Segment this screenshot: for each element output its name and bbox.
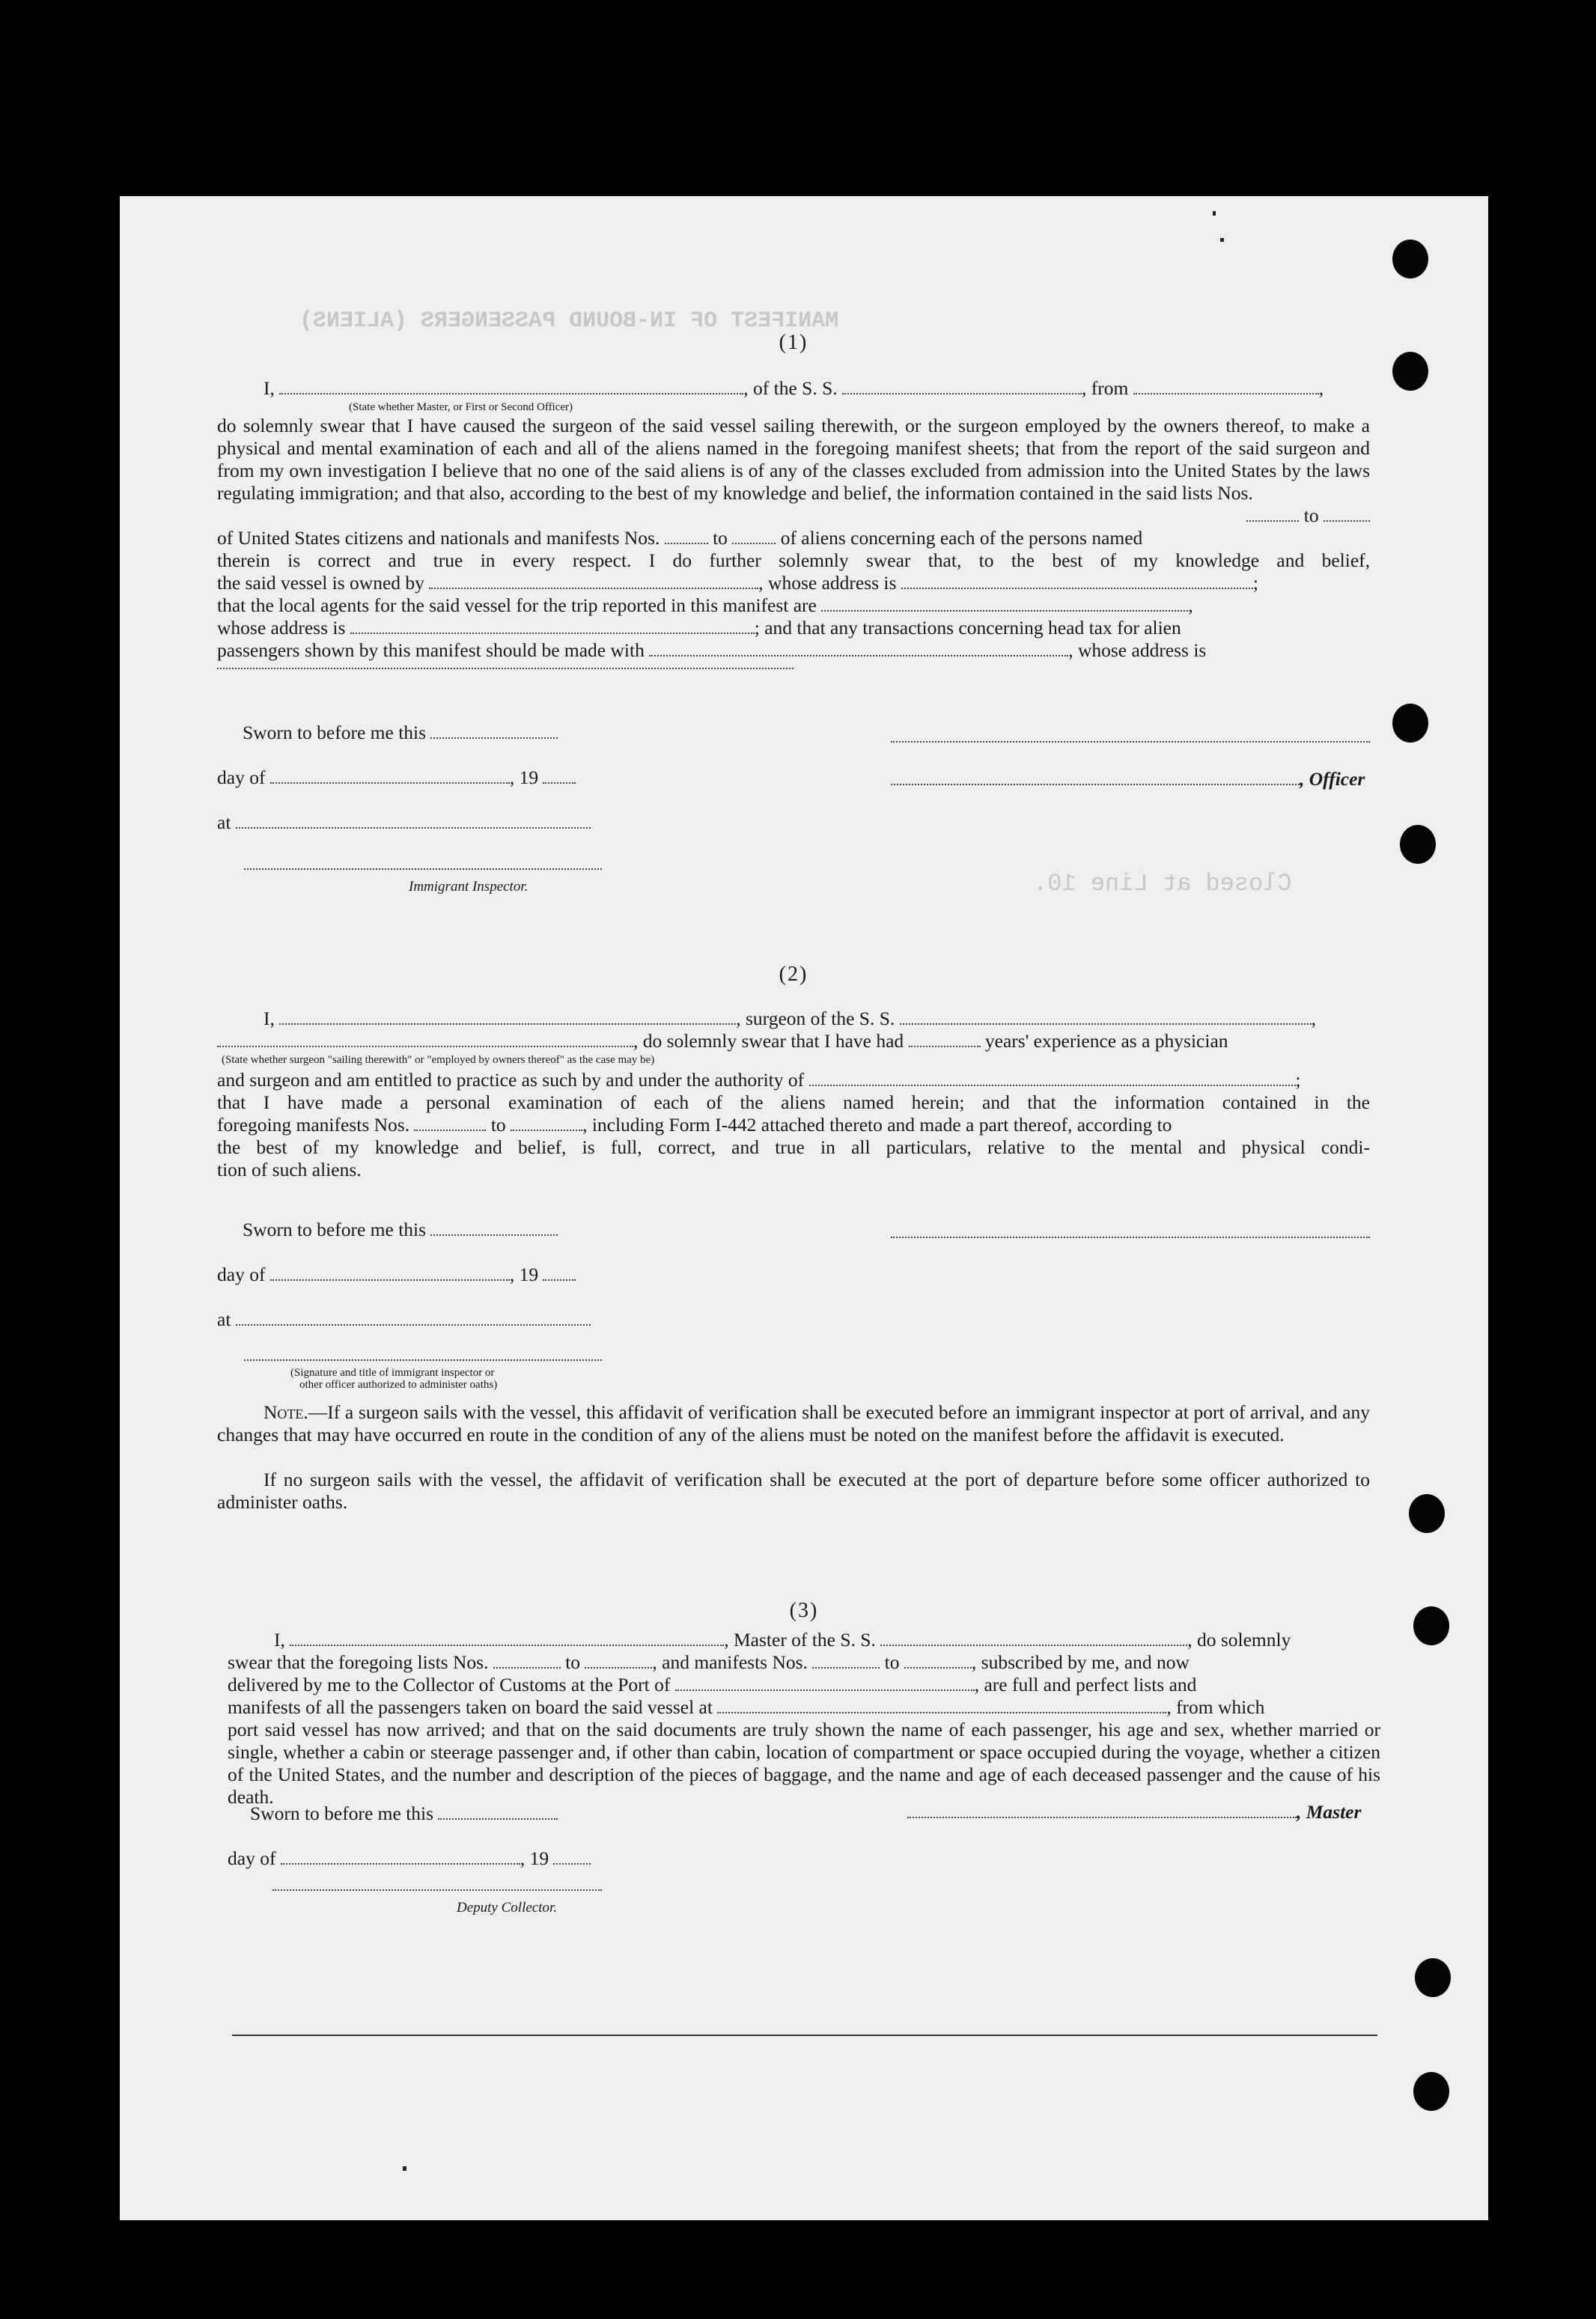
day-of-line: day of , 19 [217,767,576,789]
manifests-to-field[interactable] [511,1115,582,1131]
year-field[interactable] [543,767,576,784]
note-paragraph: Note.—If a surgeon sails with the vessel, this affidavit of verification shall be executed before an immigrant inspector at port of arrival, and any changes that may have occurred en route in the condition of any of the aliens must be noted on the manifest before the affidavit is executed. [217,1401,1370,1445]
surgeon-line-7: tion of such aliens. [217,1159,362,1180]
manifests-to-field[interactable] [904,1652,972,1669]
place-field[interactable] [236,1309,591,1326]
surgeon-name-field[interactable] [279,1008,736,1025]
year-field[interactable] [553,1848,591,1865]
surgeon-vessel-field[interactable] [900,1008,1312,1025]
officer-caption: (State whether Master, or First or Second Officer) [349,401,573,413]
surgeon-line-1: I, , surgeon of the S. S. , [264,1008,1317,1029]
surgeon-status-field[interactable] [217,1031,633,1047]
punch-hole-2 [1392,352,1428,391]
form-page [120,196,1488,2220]
customs-port-field[interactable] [675,1675,975,1691]
stray-mark [1220,238,1224,242]
oath-line-1: I, , of the S. S. , from , [264,377,1324,399]
bleed-through-note: Closed at Line 10. [1033,870,1292,898]
section-number: (2) [779,963,808,986]
inspector-caption: Immigrant Inspector. [409,879,529,895]
sworn-day-field[interactable] [430,1219,558,1236]
lists-numbers-line: to [217,505,1370,527]
inspector-signature-field[interactable] [244,1359,602,1361]
day-of-line: day of , 19 [217,1264,576,1286]
at-line: at [217,811,591,834]
officer-signature-field-1[interactable] [891,741,1370,743]
master-vessel-field[interactable] [880,1630,1187,1646]
vessel-name-field[interactable] [842,378,1082,394]
place-field[interactable] [236,812,591,829]
section-number: (3) [789,1599,819,1622]
sworn-line: Sworn to before me this [250,1803,558,1825]
master-line-4: manifests of all the passengers taken on board the said vessel at , from which [228,1696,1265,1718]
master-signature-field[interactable] [907,1802,1297,1818]
manifest-from-field[interactable] [665,528,708,544]
bleed-through-title: MANIFEST OF IN-BOUND PASSENGERS (ALIENS) [299,308,839,334]
owner-address-field[interactable] [901,573,1253,589]
signature-caption-2: other officer authorized to administer oaths) [299,1379,498,1391]
sworn-day-field[interactable] [438,1803,558,1820]
head-tax-address-field[interactable] [217,668,794,669]
oath-line-3: therein is correct and true in every respect. I do further solemnly swear that, to the best of my knowledge and belief, [217,549,1370,571]
surgeon-line-4: that I have made a personal examination of each of the aliens named herein; and that the information contained in the [217,1091,1370,1113]
deputy-caption: Deputy Collector. [457,1900,558,1916]
surgeon-line-5: foregoing manifests Nos. to , including Form I-442 attached thereto and made a part thereof, according to [217,1114,1172,1136]
years-field[interactable] [909,1031,981,1047]
surgeon-signature-field[interactable] [891,1237,1370,1238]
bottom-rule [232,2035,1377,2036]
section-number: (1) [779,331,808,354]
sworn-day-field[interactable] [430,722,558,739]
master-line-1: I, , Master of the S. S. , do solemnly [274,1629,1291,1651]
embark-port-field[interactable] [717,1697,1166,1713]
agents-address-field[interactable] [350,618,755,634]
punch-hole-1 [1392,240,1428,278]
officer-signature-field-2[interactable] [891,769,1300,785]
master-line-2: swear that the foregoing lists Nos. to , and manifests Nos. to , subscribed by me, and now [228,1651,1190,1673]
oath-body: do solemnly swear that I have caused the surgeon of the said vessel sailing therewith, or the surgeon employed by the owners thereof, to make a physical and mental examination of each and all of the aliens named in the foregoing manifest sheets; that from the report of the said surgeon and from my own investigation I believe that no one of the said aliens is of any of the classes excluded from admission into the United States by the laws regulating immigration; and that also, according to the best of my knowledge and belief, the information contained in the said lists Nos. [217,415,1370,504]
punch-hole-4 [1400,825,1436,864]
owner-field[interactable] [429,573,758,589]
sworn-line: Sworn to before me this [243,1219,558,1241]
head-tax-contact-field[interactable] [649,640,1068,656]
stray-mark [1213,211,1216,216]
inspector-signature-field[interactable] [244,868,602,870]
surgeon-line-6: the best of my knowledge and belief, is full, correct, and true in all particulars, relative to the mental and physical condi- [217,1136,1370,1158]
lists-from-field[interactable] [493,1652,561,1669]
month-field[interactable] [270,767,510,784]
agents-field[interactable] [821,595,1188,612]
manifest-numbers-line: of United States citizens and nationals and manifests Nos. to of aliens concerning each of the persons named [217,527,1143,549]
surgeon-caption: (State whether surgeon "sailing therewith" or "employed by owners thereof" as the case may be) [222,1054,655,1066]
stray-mark [403,2166,406,2171]
year-field[interactable] [543,1264,576,1281]
officer-line: , Officer [891,768,1365,790]
sworn-line: Sworn to before me this [243,722,558,744]
manifests-from-field[interactable] [812,1652,880,1669]
punch-hole-3 [1392,704,1428,743]
month-field[interactable] [281,1848,520,1865]
month-field[interactable] [270,1264,510,1281]
punch-hole-6 [1413,1606,1449,1645]
day-of-line: day of , 19 [228,1847,591,1870]
punch-hole-5 [1409,1494,1445,1533]
port-from-field[interactable] [1133,378,1319,394]
note-paragraph-2: If no surgeon sails with the vessel, the affidavit of verification shall be executed at the port of departure before some officer authorized to administer oaths. [217,1469,1370,1513]
lists-from-field[interactable] [1246,505,1299,522]
lists-to-field[interactable] [585,1652,652,1669]
manifests-from-field[interactable] [414,1115,486,1131]
signature-caption-1: (Signature and title of immigrant inspector or [290,1367,495,1379]
owner-line: the said vessel is owned by , whose address is ; [217,572,1258,594]
master-line-3: delivered by me to the Collector of Customs at the Port of , are full and perfect lists and [228,1674,1197,1695]
lists-to-field[interactable] [1324,505,1370,522]
surgeon-line-3: and surgeon and am entitled to practice as such by and under the authority of ; [217,1069,1301,1091]
master-name-field[interactable] [290,1630,724,1646]
authority-field[interactable] [809,1070,1296,1086]
head-tax-line: passengers shown by this manifest should be made with , whose address is [217,639,1207,661]
manifest-to-field[interactable] [732,528,776,544]
master-signature-line: , Master [907,1801,1361,1823]
master-declaration-body: port said vessel has now arrived; and that on the said documents are truly shown the name of each passenger, his age and sex, whether married or single, whether a cabin or steerage passenger and, if other than cabin, location of compartment or space occupied during the voyage, whether a citizen of the United States, and the number and description of the pieces of baggage, and the name and age of each deceased passenger and the cause of his death. [228,1719,1380,1808]
agents-address-line: whose address is ; and that any transactions concerning head tax for alien [217,617,1181,639]
officer-name-field[interactable] [279,378,743,394]
agents-line: that the local agents for the said vessel for the trip reported in this manifest are , [217,594,1193,616]
punch-hole-7 [1415,1958,1451,1997]
punch-hole-8 [1413,2072,1449,2111]
surgeon-line-2: , do solemnly swear that I have had years' experience as a physician [217,1030,1370,1052]
at-line: at [217,1308,591,1331]
deputy-signature-field[interactable] [272,1889,602,1891]
